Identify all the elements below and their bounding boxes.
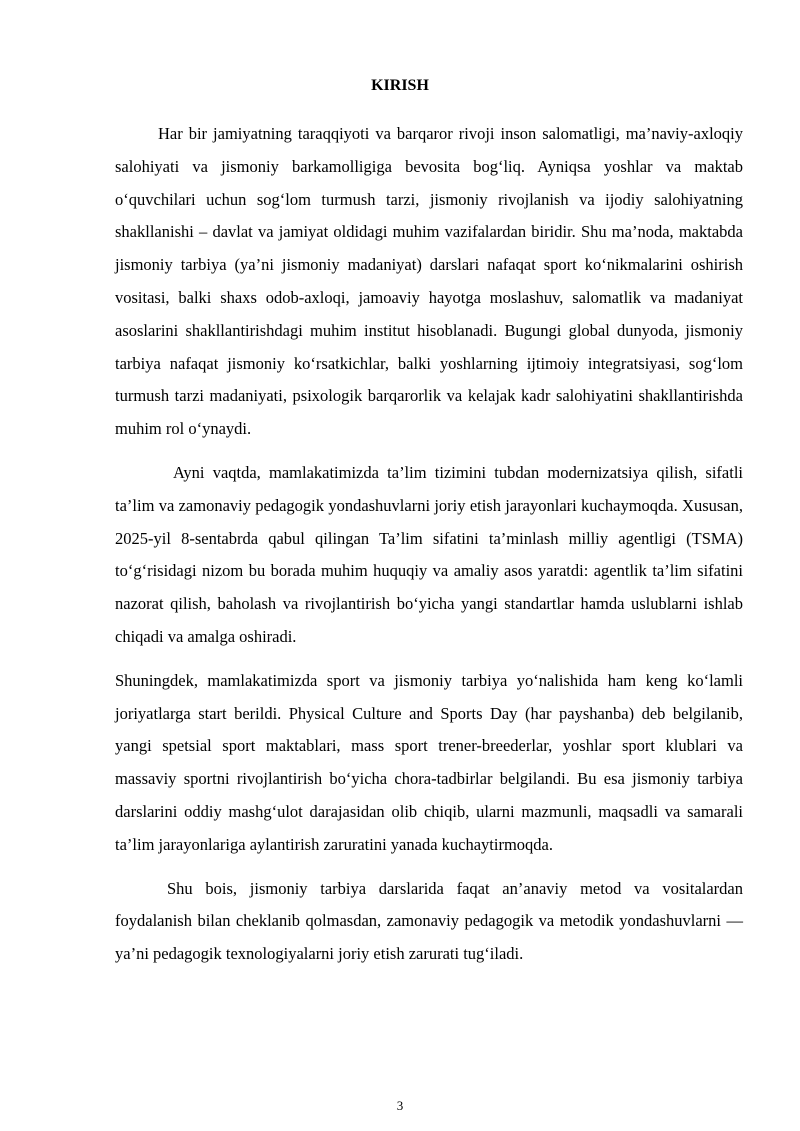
section-title: KIRISH bbox=[371, 77, 429, 94]
paragraph-1: Har bir jamiyatning taraqqiyoti va barqaror rivoji inson salomatligi, ma’naviy-axloqiy salohiyati va jismoniy barkamolligiga bevosita bog‘liq. Ayniqsa yoshlar va maktab o‘quvchilari uchun sog‘lom turmush tarzi, jismoniy rivojlanish va ijodiy salohiyatning shakllanishi – davlat va jamiyat oldidagi muhim vazifalardan biridir. Shu ma’noda, maktabda jismoniy tarbiya (ya’ni jismoniy madaniyat) darslari nafaqat sport ko‘nikmalarini oshirish vositasi, balki shaxs odob-axloqi, jamoaviy hayotga moslashuv, salomatlik va madaniyat asoslarini shakllantirishdagi muhim institut hisoblanadi. Bugungi global dunyoda, jismoniy tarbiya nafaqat jismoniy ko‘rsatkichlar, balki yoshlarning ijtimoiy integratsiyasi, sog‘lom turmush tarzi madaniyati, psixologik barqarorlik va kelajak kadr salohiyatini shakllantirishda muhim rol o‘ynaydi. bbox=[115, 124, 743, 439]
paragraph-3: Shuningdek, mamlakatimizda sport va jismoniy tarbiya yo‘nalishida ham keng ko‘lamli joriyatlarga start berildi. Physical Culture and Sports Day (har payshanba) deb belgilanib, yangi spetsial sport maktablari, mass sport trener-breederlar, yoshlar sport klublari va massaviy sportni rivojlantirish bo‘yicha chora-tadbirlar belgilandi. Bu esa jismoniy tarbiya darslarini oddiy mashg‘ulot darajasidan olib chiqib, ularni mazmunli, maqsadli va samarali ta’lim jarayonlariga aylantirish zaruratini yanada kuchaytirmoqda. bbox=[115, 670, 743, 854]
document-body bbox=[115, 118, 743, 982]
paragraph-2: Ayni vaqtda, mamlakatimizda ta’lim tizimini tubdan modernizatsiya qilish, sifatli ta’lim va zamonaviy pedagogik yondashuvlarni joriy etish jarayonlari kuchaymoqda. Xususan, 2025-yil 8-sentabrda qabul qilingan Ta’lim sifatini ta’minlash milliy agentligi (TSMA) to‘g‘risidagi nizom bu borada muhim huquqiy va amaliy asos yaratdi: agentlik ta’lim sifatini nazorat qilish, baholash va rivojlantirish bo‘yicha yangi standartlar hamda uslublarni ishlab chiqadi va amalga oshiradi. bbox=[115, 462, 743, 646]
page-number: 3 bbox=[396, 1098, 404, 1113]
paragraph-4: Shu bois, jismoniy tarbiya darslarida faqat an’anaviy metod va vositalardan foydalanish bilan cheklanib qolmasdan, zamonaviy pedagogik va metodik yondashuvlarni — ya’ni pedagogik texnologiyalarni joriy etish zarurati tug‘iladi. bbox=[115, 878, 743, 964]
